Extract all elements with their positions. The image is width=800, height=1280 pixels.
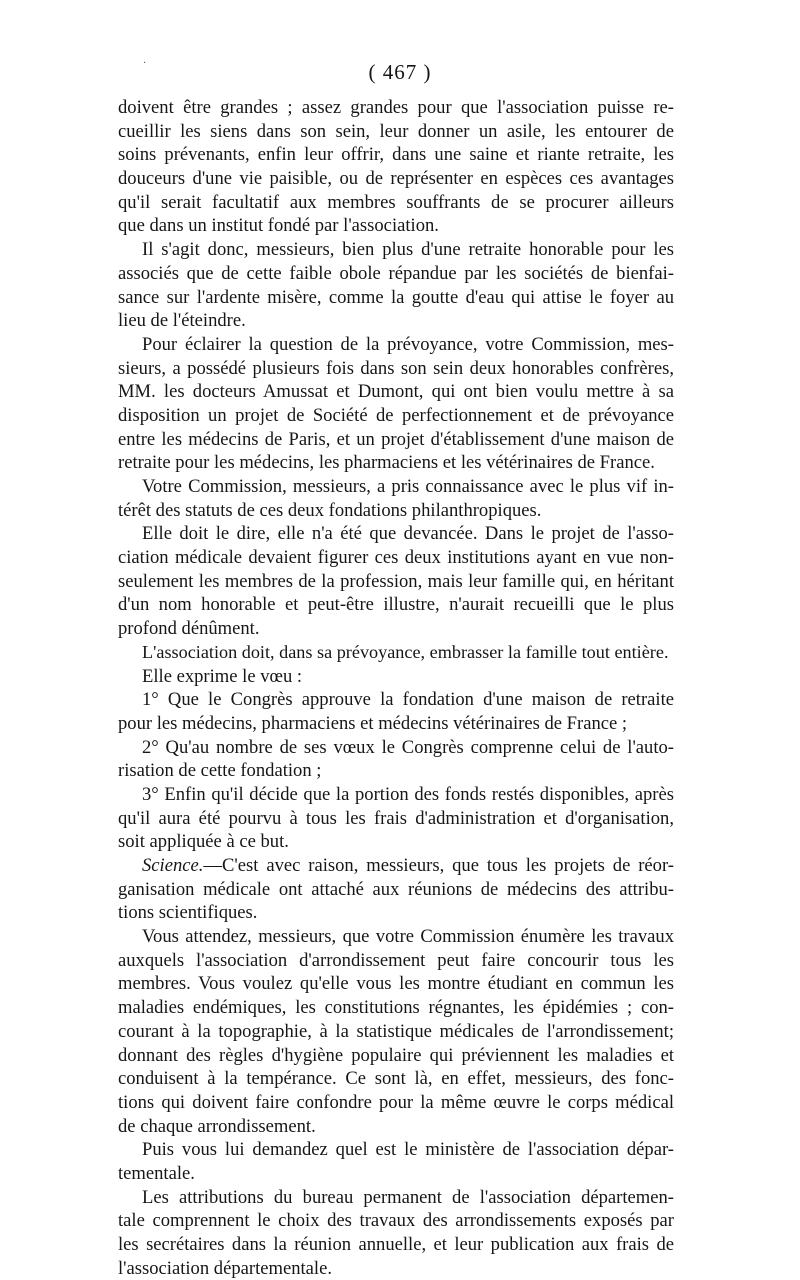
line-text: térêt des statuts de ces deux fondations philanthropiques. xyxy=(118,499,542,521)
text-line xyxy=(118,238,674,262)
text-line xyxy=(118,570,674,594)
margin-mark: · xyxy=(143,58,147,69)
text-line xyxy=(118,736,674,760)
text-line xyxy=(118,593,674,617)
line-text: risation de cette fondation ; xyxy=(118,760,322,782)
line-text: qu'il aura été pourvu à tous les frais d'administration et d'organisation, xyxy=(118,807,674,829)
line-text: Pour éclairer la question de la prévoyance, votre Commission, mes- xyxy=(142,333,674,355)
text-line xyxy=(118,1186,674,1210)
line-text: d'un nom honorable et peut-être illustre, n'aurait recueilli que le plus xyxy=(118,594,674,616)
line-text: douceurs d'une vie paisible, ou de représenter en espèces ces avantages xyxy=(118,168,674,190)
line-text: ciation médicale devaient figurer ces deux institutions ayant en vue non- xyxy=(118,547,674,569)
line-text: soit appliquée à ce but. xyxy=(118,831,289,853)
text-line xyxy=(118,1067,674,1091)
line-text: ganisation médicale ont attaché aux réunions de médecins des attribu- xyxy=(118,878,674,900)
text-line xyxy=(118,333,674,357)
text-line xyxy=(118,807,674,831)
text-line xyxy=(118,878,674,902)
text-line xyxy=(118,617,674,641)
line-text: 3° Enfin qu'il décide que la portion des fonds restés disponibles, après xyxy=(142,783,674,805)
line-text: Elle exprime le vœu : xyxy=(142,665,303,687)
line-text: cueillir les siens dans son sein, leur donner un asile, les entourer de xyxy=(118,120,674,142)
line-text: auxquels l'association d'arrondissement peut faire concourir tous les xyxy=(118,949,674,971)
line-text: retraite pour les médecins, les pharmaciens et les vétérinaires de France. xyxy=(118,452,655,474)
text-line xyxy=(118,949,674,973)
line-text: de chaque arrondissement. xyxy=(118,1115,316,1137)
line-text: les secrétaires dans la réunion annuelle, et leur publication aux frais de xyxy=(118,1234,674,1255)
text-line xyxy=(118,475,674,499)
section-heading: Science. xyxy=(142,855,204,876)
line-text: donnant des règles d'hygiène populaire qui préviennent les maladies et xyxy=(118,1044,674,1066)
text-line xyxy=(118,167,674,191)
text-line xyxy=(118,712,674,736)
text-line xyxy=(118,688,674,712)
line-text: Elle doit le dire, elle n'a été que devancée. Dans le projet de l'asso- xyxy=(142,523,674,545)
line-text: seulement les membres de la profession, mais leur famille qui, en héritant xyxy=(118,570,674,592)
text-line xyxy=(118,214,674,238)
text-line xyxy=(118,1233,674,1257)
line-text: sance sur l'ardente misère, comme la goutte d'eau qui attise le foyer au xyxy=(118,286,674,308)
line-text: Puis vous lui demandez quel est le ministère de l'association dépar- xyxy=(142,1139,674,1161)
text-line xyxy=(118,499,674,523)
line-text: Votre Commission, messieurs, a pris connaissance avec le plus vif in- xyxy=(142,476,674,497)
text-line xyxy=(118,1162,674,1186)
text-line xyxy=(118,641,674,665)
text-line xyxy=(118,1044,674,1068)
text-line xyxy=(118,1257,674,1280)
line-text: associés que de cette faible obole répandue par les sociétés de bienfai- xyxy=(118,262,674,284)
text-line xyxy=(118,143,674,167)
text-line xyxy=(118,404,674,428)
line-text: Il s'agit donc, messieurs, bien plus d'une retraite honorable pour les xyxy=(142,239,674,261)
text-line xyxy=(118,286,674,310)
text-line xyxy=(118,1209,674,1233)
line-text: qu'il serait facultatif aux membres souffrants de se procurer ailleurs xyxy=(118,191,674,213)
line-text: tions scientifiques. xyxy=(118,902,258,924)
text-line xyxy=(118,428,674,452)
text-line xyxy=(118,901,674,925)
text-line xyxy=(118,996,674,1020)
text-line xyxy=(118,191,674,215)
line-text: que dans un institut fondé par l'association. xyxy=(118,215,439,237)
line-text: tementale. xyxy=(118,1162,195,1184)
text-line xyxy=(118,546,674,570)
text-line xyxy=(118,854,674,878)
line-text: Vous attendez, messieurs, que votre Commission énumère les travaux xyxy=(142,926,674,948)
line-text: disposition un projet de Société de perfectionnement et de prévoyance xyxy=(118,404,674,426)
text-line xyxy=(118,830,674,854)
line-text: profond dénûment. xyxy=(118,618,260,640)
line-text: —C'est avec raison, messieurs, que tous les projets de réor- xyxy=(203,855,674,876)
text-line xyxy=(118,380,674,404)
text-line xyxy=(118,1091,674,1115)
text-line xyxy=(118,522,674,546)
line-text: 1° Que le Congrès approuve la fondation d'une maison de retraite xyxy=(142,689,674,711)
line-text: pour les médecins, pharmaciens et médecins vétérinaires de France ; xyxy=(118,712,628,734)
body-text xyxy=(118,96,674,1280)
text-line xyxy=(118,925,674,949)
line-text: sieurs, a possédé plusieurs fois dans son sein deux honorables confrères, xyxy=(118,357,674,379)
text-line xyxy=(118,1115,674,1139)
line-text: membres. Vous voulez qu'elle vous les montre étudiant en commun les xyxy=(118,973,674,995)
line-text: MM. les docteurs Amussat et Dumont, qui ont bien voulu mettre à sa xyxy=(118,381,674,403)
line-text: lieu de l'éteindre. xyxy=(118,310,246,332)
text-line xyxy=(118,972,674,996)
line-text: entre les médecins de Paris, et un projet d'établissement d'une maison de xyxy=(118,428,674,450)
line-text: doivent être grandes ; assez grandes pour que l'association puisse re- xyxy=(118,97,674,118)
text-line xyxy=(118,262,674,286)
text-line xyxy=(118,665,674,689)
text-line xyxy=(118,309,674,333)
line-text: L'association doit, dans sa prévoyance, embrasser la famille tout entière. xyxy=(142,641,669,662)
text-line xyxy=(118,1020,674,1044)
text-line xyxy=(118,120,674,144)
text-line xyxy=(118,357,674,381)
text-line xyxy=(118,759,674,783)
line-text: tale comprennent le choix des travaux des arrondissements exposés par xyxy=(118,1210,674,1232)
text-line xyxy=(118,1138,674,1162)
line-text: maladies endémiques, les constitutions régnantes, les épidémies ; con- xyxy=(118,997,674,1019)
text-line xyxy=(118,451,674,475)
line-text: tions qui doivent faire confondre pour la même œuvre le corps médical xyxy=(118,1091,674,1113)
line-text: soins prévenants, enfin leur offrir, dans une saine et riante retraite, les xyxy=(118,144,674,166)
line-text: courant à la topographie, à la statistique médicales de l'arrondissement; xyxy=(118,1020,674,1042)
line-text: conduisent à la tempérance. Ce sont là, en effet, messieurs, des fonc- xyxy=(118,1068,674,1090)
page-number: ( 467 ) xyxy=(368,60,432,84)
text-line xyxy=(118,96,674,120)
line-text: Les attributions du bureau permanent de l'association départemen- xyxy=(142,1186,674,1208)
line-text: 2° Qu'au nombre de ses vœux le Congrès comprenne celui de l'auto- xyxy=(142,736,674,758)
line-text: l'association départementale. xyxy=(118,1257,332,1279)
text-line xyxy=(118,783,674,807)
